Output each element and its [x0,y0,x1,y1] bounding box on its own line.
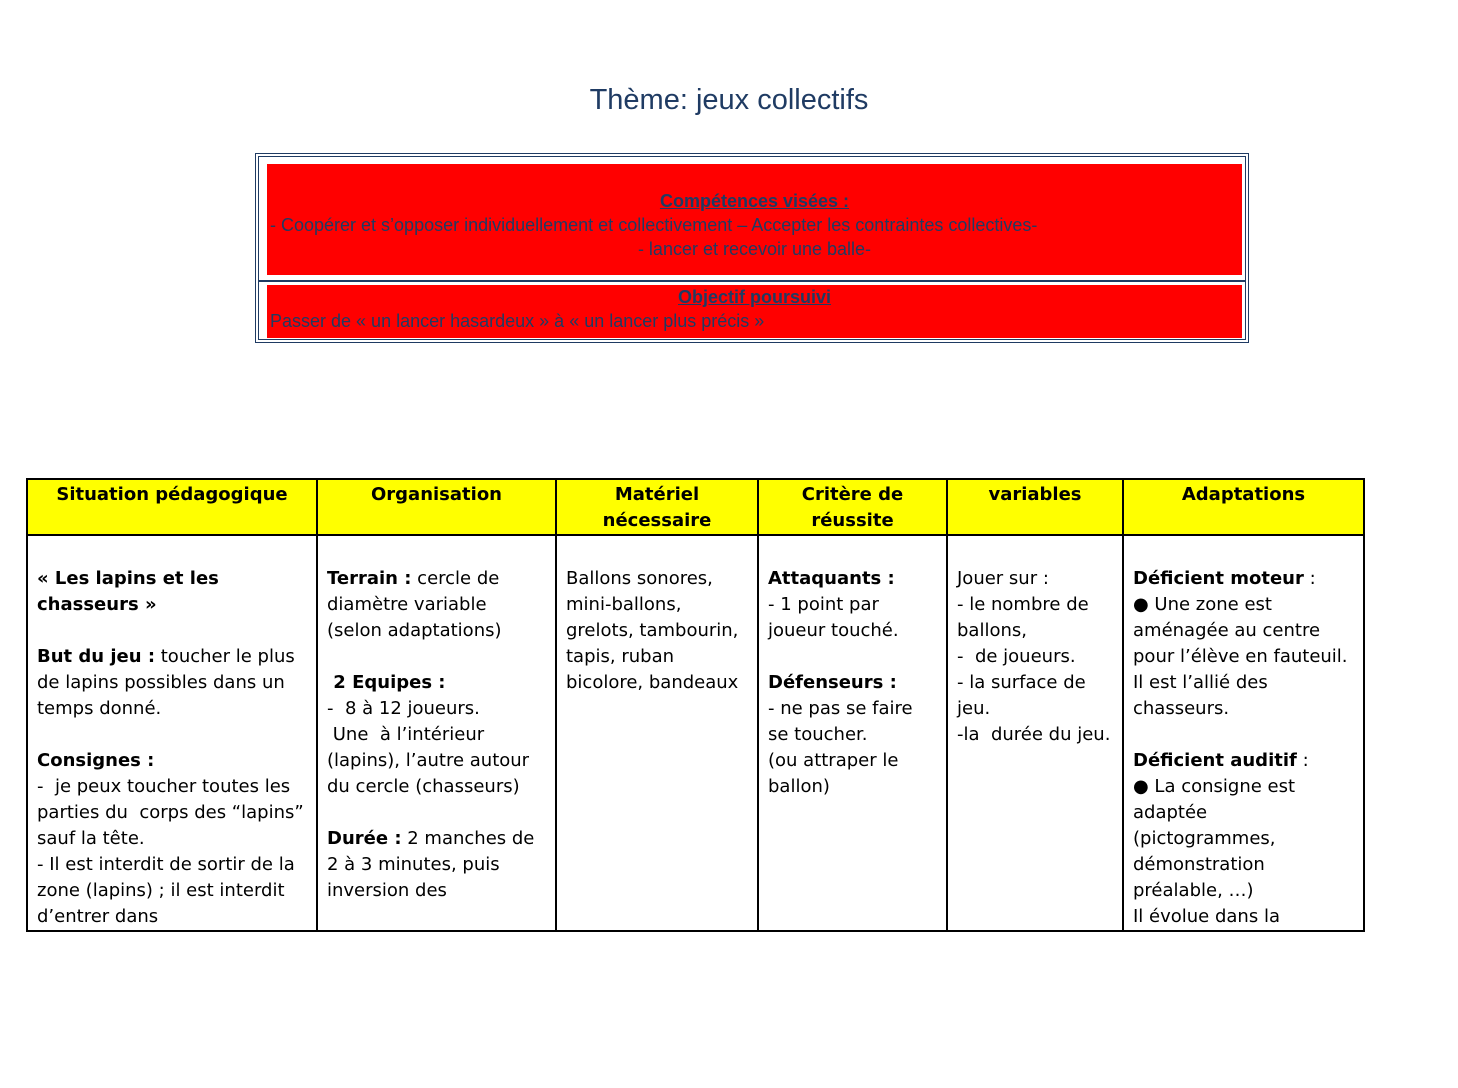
page-title: Thème: jeux collectifs [589,84,869,116]
cell-organisation [317,535,556,931]
header-organisation: Organisation [317,479,556,535]
header-materiel: Matériel nécessaire [556,479,758,535]
objectif-box [267,285,1242,338]
cell-situation [27,535,317,931]
auditif-label: Déficient auditif [1133,750,1297,771]
header-critere: Critère de réussite [758,479,947,535]
competences-line-2: - lancer et recevoir une balle- [637,239,872,259]
header-adaptations: Adaptations [1123,479,1364,535]
attaquants-label: Attaquants : [768,568,895,589]
cell-variables [947,535,1123,931]
cell-materiel [556,535,758,931]
moteur-text: : ● Une zone est aménagée au centre pour l’élève en fauteuil. Il est l’allié des chasseurs. [1133,568,1348,719]
moteur-label: Déficient moteur [1133,568,1304,589]
frame-divider [259,280,1245,282]
objectif-line-1: Passer de « un lancer hasardeux » à « un lancer plus précis » [270,311,765,331]
defenseurs-text: - ne pas se faire se toucher. (ou attraper le ballon) [768,698,913,797]
header-variables: variables [947,479,1123,535]
but-label: But du jeu : [37,646,156,667]
lesson-table [26,478,1365,932]
competences-line-1: - Coopérer et s’opposer individuellement et collectivement – Accepter les contraintes collectives- [270,215,1038,235]
consignes-text: - je peux toucher toutes les parties du corps des “lapins” sauf la tête. - Il est interdit de sortir de la zone (lapins) ; il est interdit d’entrer dans [37,776,304,927]
but-text: toucher le plus de lapins possibles dans un temps donné. [37,646,301,719]
equipes-text: - 8 à 12 joueurs. Une à l’intérieur (lapins), l’autre autour du cercle (chasseurs) [327,698,530,797]
header-situation: Situation pédagogique [27,479,317,535]
objectif-heading: Objectif poursuivi [677,287,832,307]
terrain-text: cercle de diamètre variable (selon adaptations) [327,568,506,641]
equipes-label: 2 Equipes : [327,672,446,693]
duree-label: Durée : [327,828,402,849]
terrain-label: Terrain : [327,568,412,589]
attaquants-text: - 1 point par joueur touché. [768,594,899,641]
objectives-frame [255,153,1249,343]
materiel-text: Ballons sonores, mini-ballons, grelots, tambourin, tapis, ruban bicolore, bandeaux [566,568,745,693]
cell-adaptations [1123,535,1364,931]
competences-heading: Compétences visées : [659,191,850,211]
consignes-label: Consignes : [37,750,155,771]
competences-box [267,164,1242,275]
table-row [27,535,1364,931]
auditif-text: : ● La consigne est adaptée (pictogrammes, démonstration préalable, …) Il évolue dans la [1133,750,1309,927]
table-header-row [27,479,1364,535]
cell-critere [758,535,947,931]
situation-title: « Les lapins et les chasseurs » [37,568,226,615]
variables-text: Jouer sur : - le nombre de ballons, - de joueurs. - la surface de jeu. -la durée du jeu. [957,568,1111,745]
defenseurs-label: Défenseurs : [768,672,897,693]
duree-text: 2 manches de 2 à 3 minutes, puis inversion des [327,828,541,901]
